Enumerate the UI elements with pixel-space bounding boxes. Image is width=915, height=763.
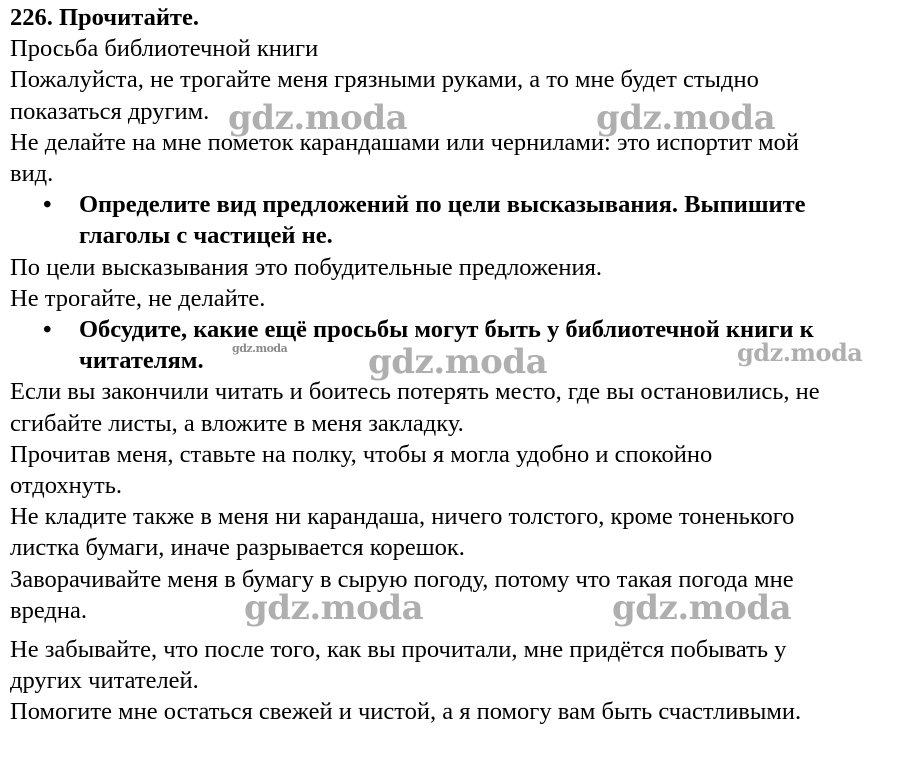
watermark: gdz.moda: [244, 588, 424, 628]
watermark: gdz.moda: [612, 588, 792, 628]
exercise-title: 226. Прочитайте.: [10, 4, 199, 31]
watermark: gdz.moda: [232, 342, 288, 355]
text-line: Пожалуйста, не трогайте меня грязными руками, а то мне будет стыдно: [10, 66, 759, 94]
text-line: показаться другим.: [10, 97, 210, 125]
answer-line: Если вы закончили читать и боитесь потерять место, где вы остановились, не: [10, 378, 820, 406]
answer-line: Заворачивайте меня в бумагу в сырую погоду, потому что такая погода мне: [10, 565, 794, 593]
answer-line: сгибайте листы, а вложите в меня закладку.: [10, 409, 464, 437]
answer-line: листка бумаги, иначе разрывается корешок.: [10, 534, 465, 562]
bullet-icon: •: [43, 191, 52, 219]
watermark: gdz.moda: [228, 98, 408, 138]
answer-line: отдохнуть.: [10, 472, 123, 500]
answer-line: Не кладите также в меня ни карандаша, ничего толстого, кроме тоненького: [10, 503, 795, 531]
watermark: gdz.moda: [596, 98, 776, 138]
task-text: читателям.: [79, 347, 204, 375]
answer-line: Не забывайте, что после того, как вы прочитали, мне придётся побывать у: [10, 636, 787, 664]
answer-line: вредна.: [10, 596, 87, 624]
text-line: Не делайте на мне пометок карандашами или чернилами: это испортит мой: [10, 128, 800, 156]
task-text: Определите вид предложений по цели высказывания. Выпишите: [79, 191, 806, 219]
task-line: [10, 189, 910, 220]
task-1: [10, 189, 910, 251]
bullet-icon: •: [43, 316, 52, 344]
answer-line: Не трогайте, не делайте.: [10, 284, 266, 312]
answer-line: Прочитав меня, ставьте на полку, чтобы я могла удобно и спокойно: [10, 440, 713, 468]
watermark: gdz.moda: [368, 342, 548, 382]
answer-line: других читателей.: [10, 667, 199, 695]
answer-line: Помогите мне остаться свежей и чистой, а я помогу вам быть счастливыми.: [10, 698, 802, 726]
watermark: gdz.moda: [737, 338, 863, 367]
answer-line: По цели высказывания это побудительные предложения.: [10, 253, 603, 281]
task-text: Обсудите, какие ещё просьбы могут быть у библиотечной книги к: [79, 316, 814, 344]
task-text: глаголы с частицей не.: [79, 222, 333, 250]
text-line: вид.: [10, 160, 54, 188]
text-title: Просьба библиотечной книги: [10, 35, 319, 63]
